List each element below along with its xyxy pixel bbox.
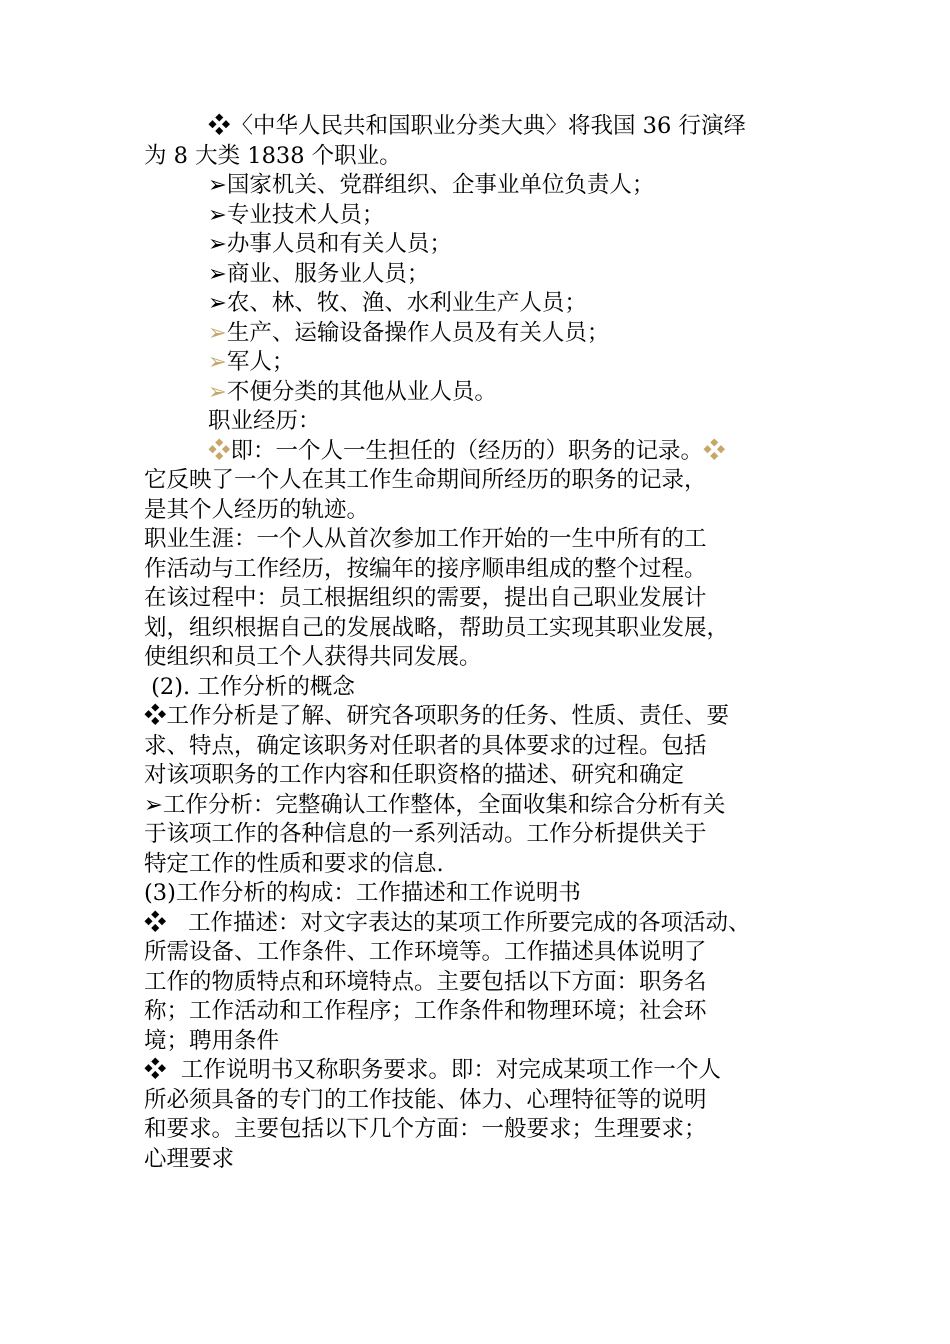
line-text: 特定工作的性质和要求的信息. xyxy=(144,850,444,877)
text-line xyxy=(144,673,814,703)
line-text: 办事人员和有关人员； xyxy=(226,231,452,257)
text-line xyxy=(144,791,814,821)
text-line xyxy=(144,820,814,850)
text-line xyxy=(144,230,814,260)
text-line xyxy=(144,407,814,437)
text-line xyxy=(144,555,814,585)
line-text: (3)工作分析的构成：工作描述和工作说明书 xyxy=(144,880,581,906)
text-line xyxy=(144,879,814,909)
diamond-bullet-icon: ❖ xyxy=(144,1057,167,1083)
line-text: 境；聘用条件 xyxy=(144,1027,280,1054)
line-text: 在该过程中：员工根据组织的需要，提出自己职业发展计 xyxy=(144,585,707,611)
arrow-bullet-icon: ➢ xyxy=(208,260,227,287)
text-line xyxy=(144,171,814,201)
text-line xyxy=(144,466,814,496)
line-text: (2). 工作分析的概念 xyxy=(144,673,355,700)
line-text: 使组织和员工个人获得共同发展。 xyxy=(144,644,482,670)
text-line xyxy=(144,260,814,290)
text-line xyxy=(144,643,814,673)
arrow-bullet-icon: ➢ xyxy=(208,201,227,228)
text-line xyxy=(144,909,814,939)
line-text: 军人； xyxy=(226,349,295,375)
arrow-bullet-icon: ➢ xyxy=(208,378,227,405)
line-text: 所必须具备的专门的工作技能、体力、心理特征等的说明 xyxy=(144,1086,707,1113)
line-text: 心理要求 xyxy=(144,1145,235,1172)
line-text: 生产、运输设备操作人员及有关人员； xyxy=(226,319,610,346)
line-text: 职业生涯：一个人从首次参加工作开始的一生中所有的工 xyxy=(144,526,707,552)
text-line xyxy=(144,525,814,555)
text-line xyxy=(144,1056,814,1086)
text-line xyxy=(144,732,814,762)
text-line xyxy=(144,319,814,349)
arrow-bullet-icon: ➢ xyxy=(208,172,227,198)
line-text: 作活动与工作经历，按编年的接序顺串组成的整个过程。 xyxy=(144,555,707,582)
diamond-bullet-icon: ❖ xyxy=(144,703,167,729)
text-line xyxy=(144,938,814,968)
text-line xyxy=(144,614,814,644)
text-line xyxy=(144,1086,814,1116)
text-line xyxy=(144,1145,814,1175)
line-text: 称；工作活动和工作程序；工作条件和物理环境；社会环 xyxy=(144,998,707,1024)
text-line xyxy=(144,1027,814,1057)
diamond-bullet-icon: ❖ xyxy=(703,437,726,464)
line-text: 商业、服务业人员； xyxy=(226,260,430,287)
text-line xyxy=(144,850,814,880)
line-text: 和要求。主要包括以下几个方面：一般要求；生理要求； xyxy=(144,1116,707,1142)
line-text: 求、特点，确定该职务对任职者的具体要求的过程。包括 xyxy=(144,732,707,759)
text-line xyxy=(144,968,814,998)
line-text: 划，组织根据自己的发展战略，帮助员工实现其职业发展， xyxy=(144,614,730,641)
diamond-bullet-icon: ❖ xyxy=(208,113,231,139)
line-text: 工作的物质特点和环境特点。主要包括以下方面：职务名 xyxy=(144,968,707,995)
text-line xyxy=(144,761,814,791)
text-line xyxy=(144,348,814,378)
diamond-bullet-icon: ❖ xyxy=(144,909,167,936)
text-line xyxy=(144,142,814,172)
line-text: 工作描述：对文字表达的某项工作所要完成的各项活动、 xyxy=(166,909,751,936)
text-line xyxy=(144,437,814,467)
line-text: 工作分析是了解、研究各项职务的任务、性质、责任、要 xyxy=(166,703,730,729)
line-text: 即：一个人一生担任的（经历的）职务的记录。 xyxy=(230,437,704,464)
line-text: 农、林、牧、渔、水利业生产人员； xyxy=(226,290,587,316)
line-text: 工作说明书又称职务要求。即：对完成某项工作一个人 xyxy=(166,1057,721,1083)
arrow-bullet-icon: ➢ xyxy=(208,290,227,316)
line-text: 对该项职务的工作内容和任职资格的描述、研究和确定 xyxy=(144,762,685,788)
document-body xyxy=(144,112,814,1174)
line-text: 国家机关、党群组织、企事业单位负责人； xyxy=(226,172,655,198)
diamond-bullet-icon: ❖ xyxy=(208,437,231,464)
line-text: 为 8 大类 1838 个职业。 xyxy=(144,142,402,169)
line-text: 于该项工作的各种信息的一系列活动。工作分析提供关于 xyxy=(144,821,707,847)
arrow-bullet-icon: ➢ xyxy=(208,319,227,346)
text-line xyxy=(144,112,814,142)
line-text: 职业经历： xyxy=(208,408,321,434)
arrow-bullet-icon: ➢ xyxy=(208,349,227,375)
line-text: 它反映了一个人在其工作生命期间所经历的职务的记录， xyxy=(144,467,707,493)
text-line xyxy=(144,378,814,408)
text-line xyxy=(144,997,814,1027)
text-line xyxy=(144,584,814,614)
arrow-bullet-icon: ➢ xyxy=(144,791,163,818)
line-text: 专业技术人员； xyxy=(226,201,385,228)
line-text: 是其个人经历的轨迹。 xyxy=(144,496,370,523)
text-line xyxy=(144,289,814,319)
text-line xyxy=(144,201,814,231)
text-line xyxy=(144,496,814,526)
line-text: 工作分析：完整确认工作整体，全面收集和综合分析有关 xyxy=(162,791,726,818)
text-line xyxy=(144,702,814,732)
line-text: 〈中华人民共和国职业分类大典〉将我国 36 行演绎 xyxy=(230,113,746,139)
text-line xyxy=(144,1115,814,1145)
arrow-bullet-icon: ➢ xyxy=(208,231,227,257)
line-text: 不便分类的其他从业人员。 xyxy=(226,378,497,405)
line-text: 所需设备、工作条件、工作环境等。工作描述具体说明了 xyxy=(144,939,707,965)
